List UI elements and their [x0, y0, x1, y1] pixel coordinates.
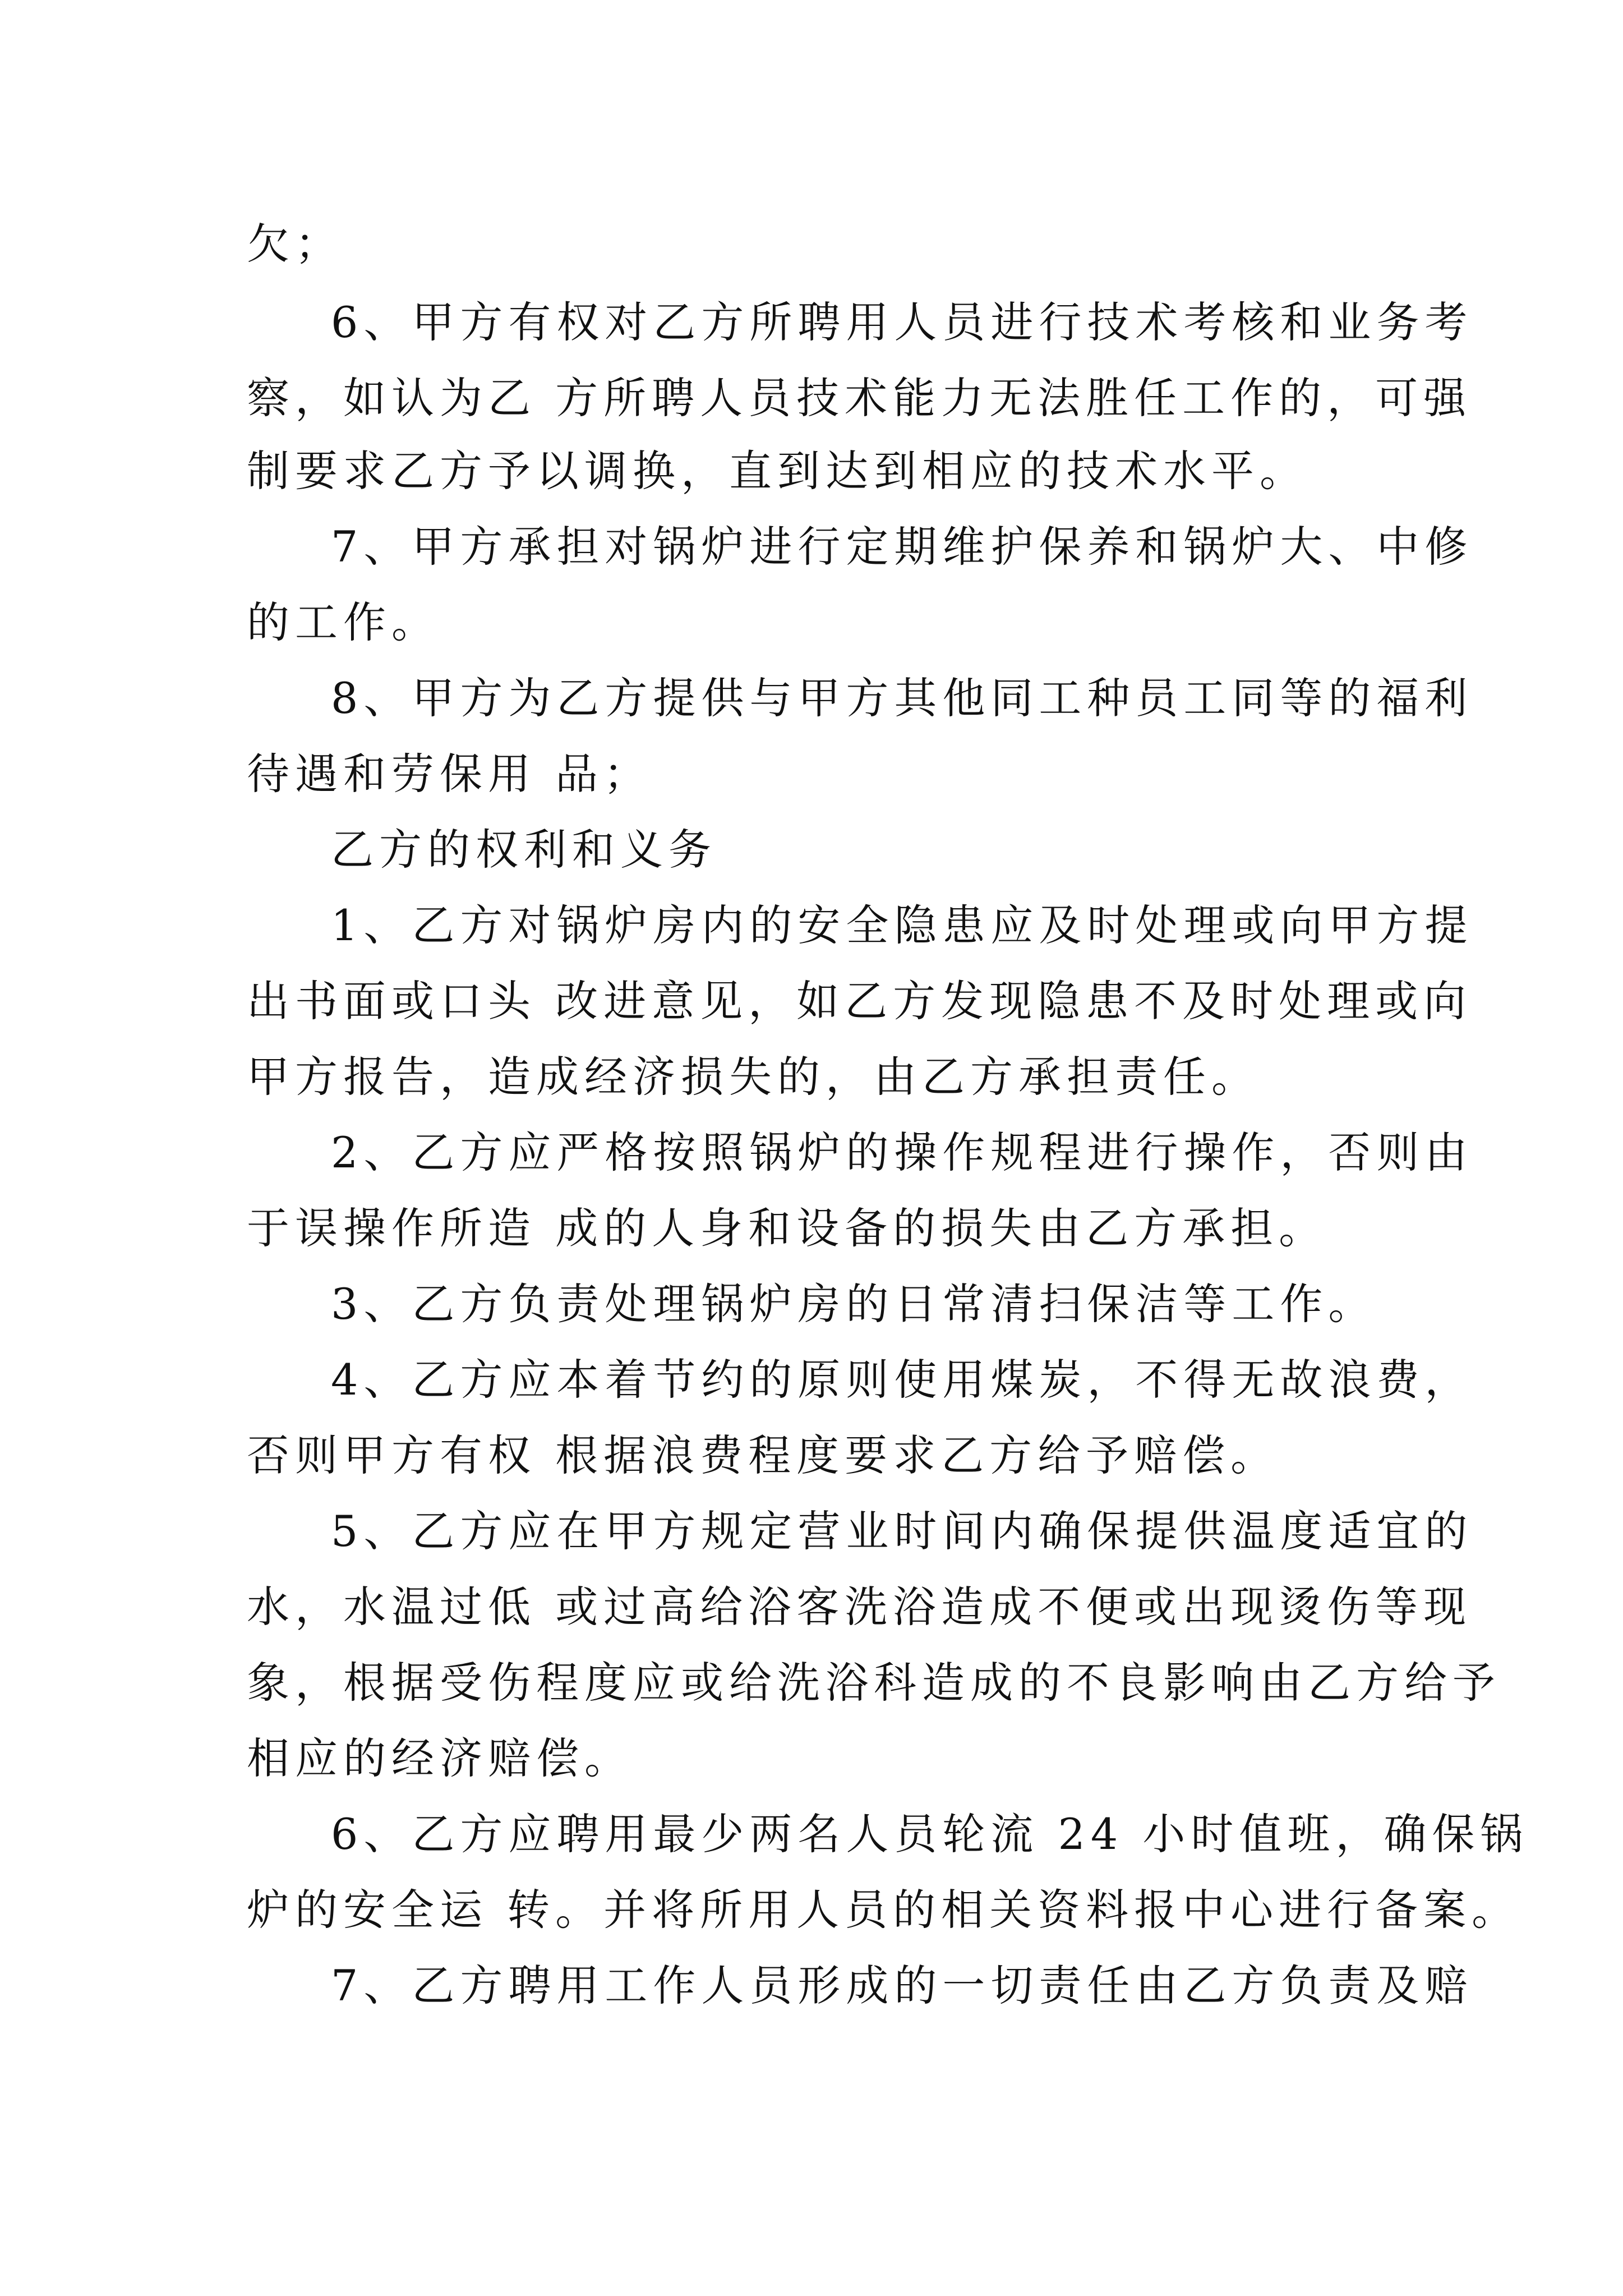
text-line: 4、乙方应本着节约的原则使用煤炭，不得无故浪费，	[331, 1355, 1473, 1405]
text-line: 6、乙方应聘用最少两名人员轮流 24 小时值班，确保锅	[331, 1809, 1529, 1859]
text-line: 否则甲方有权 根据浪费程度要求乙方给予赔偿。	[247, 1430, 1279, 1480]
text-line: 的工作。	[247, 597, 440, 647]
section-heading: 乙方的权利和义务	[331, 825, 717, 875]
text-line: 象，根据受伤程度应或给洗浴科造成的不良影响由乙方给予	[247, 1658, 1501, 1708]
text-line: 欠；	[247, 219, 343, 269]
text-line: 察，如认为乙 方所聘人员技术能力无法胜任工作的，可强	[247, 373, 1472, 423]
text-line: 待遇和劳保用 品；	[247, 749, 652, 799]
text-line: 7、甲方承担对锅炉进行定期维护保养和锅炉大、中修	[331, 522, 1473, 572]
text-line: 2、乙方应严格按照锅炉的操作规程进行操作，否则由	[331, 1128, 1473, 1177]
text-line: 制要求乙方予以调换，直到达到相应的技术水平。	[247, 446, 1308, 496]
text-line: 相应的经济赔偿。	[247, 1733, 633, 1783]
text-line: 3、乙方负责处理锅炉房的日常清扫保洁等工作。	[331, 1279, 1377, 1329]
text-line: 1、乙方对锅炉房内的安全隐患应及时处理或向甲方提	[331, 900, 1473, 950]
text-line: 于误操作所造 成的人身和设备的损失由乙方承担。	[247, 1203, 1327, 1253]
text-line: 8、甲方为乙方提供与甲方其他同工种员工同等的福利	[331, 673, 1473, 723]
text-line: 6、甲方有权对乙方所聘用人员进行技术考核和业务考	[331, 297, 1473, 347]
text-line: 7、乙方聘用工作人员形成的一切责任由乙方负责及赔	[331, 1961, 1473, 2010]
text-line: 炉的安全运 转。并将所用人员的相关资料报中心进行备案。	[247, 1885, 1520, 1935]
text-line: 水，水温过低 或过高给浴客洗浴造成不便或出现烫伤等现	[247, 1582, 1472, 1632]
text-line: 5、乙方应在甲方规定营业时间内确保提供温度适宜的	[331, 1506, 1473, 1556]
text-line: 出书面或口头 改进意见，如乙方发现隐患不及时处理或向	[247, 976, 1472, 1026]
text-line: 甲方报告，造成经济损失的，由乙方承担责任。	[247, 1052, 1260, 1102]
